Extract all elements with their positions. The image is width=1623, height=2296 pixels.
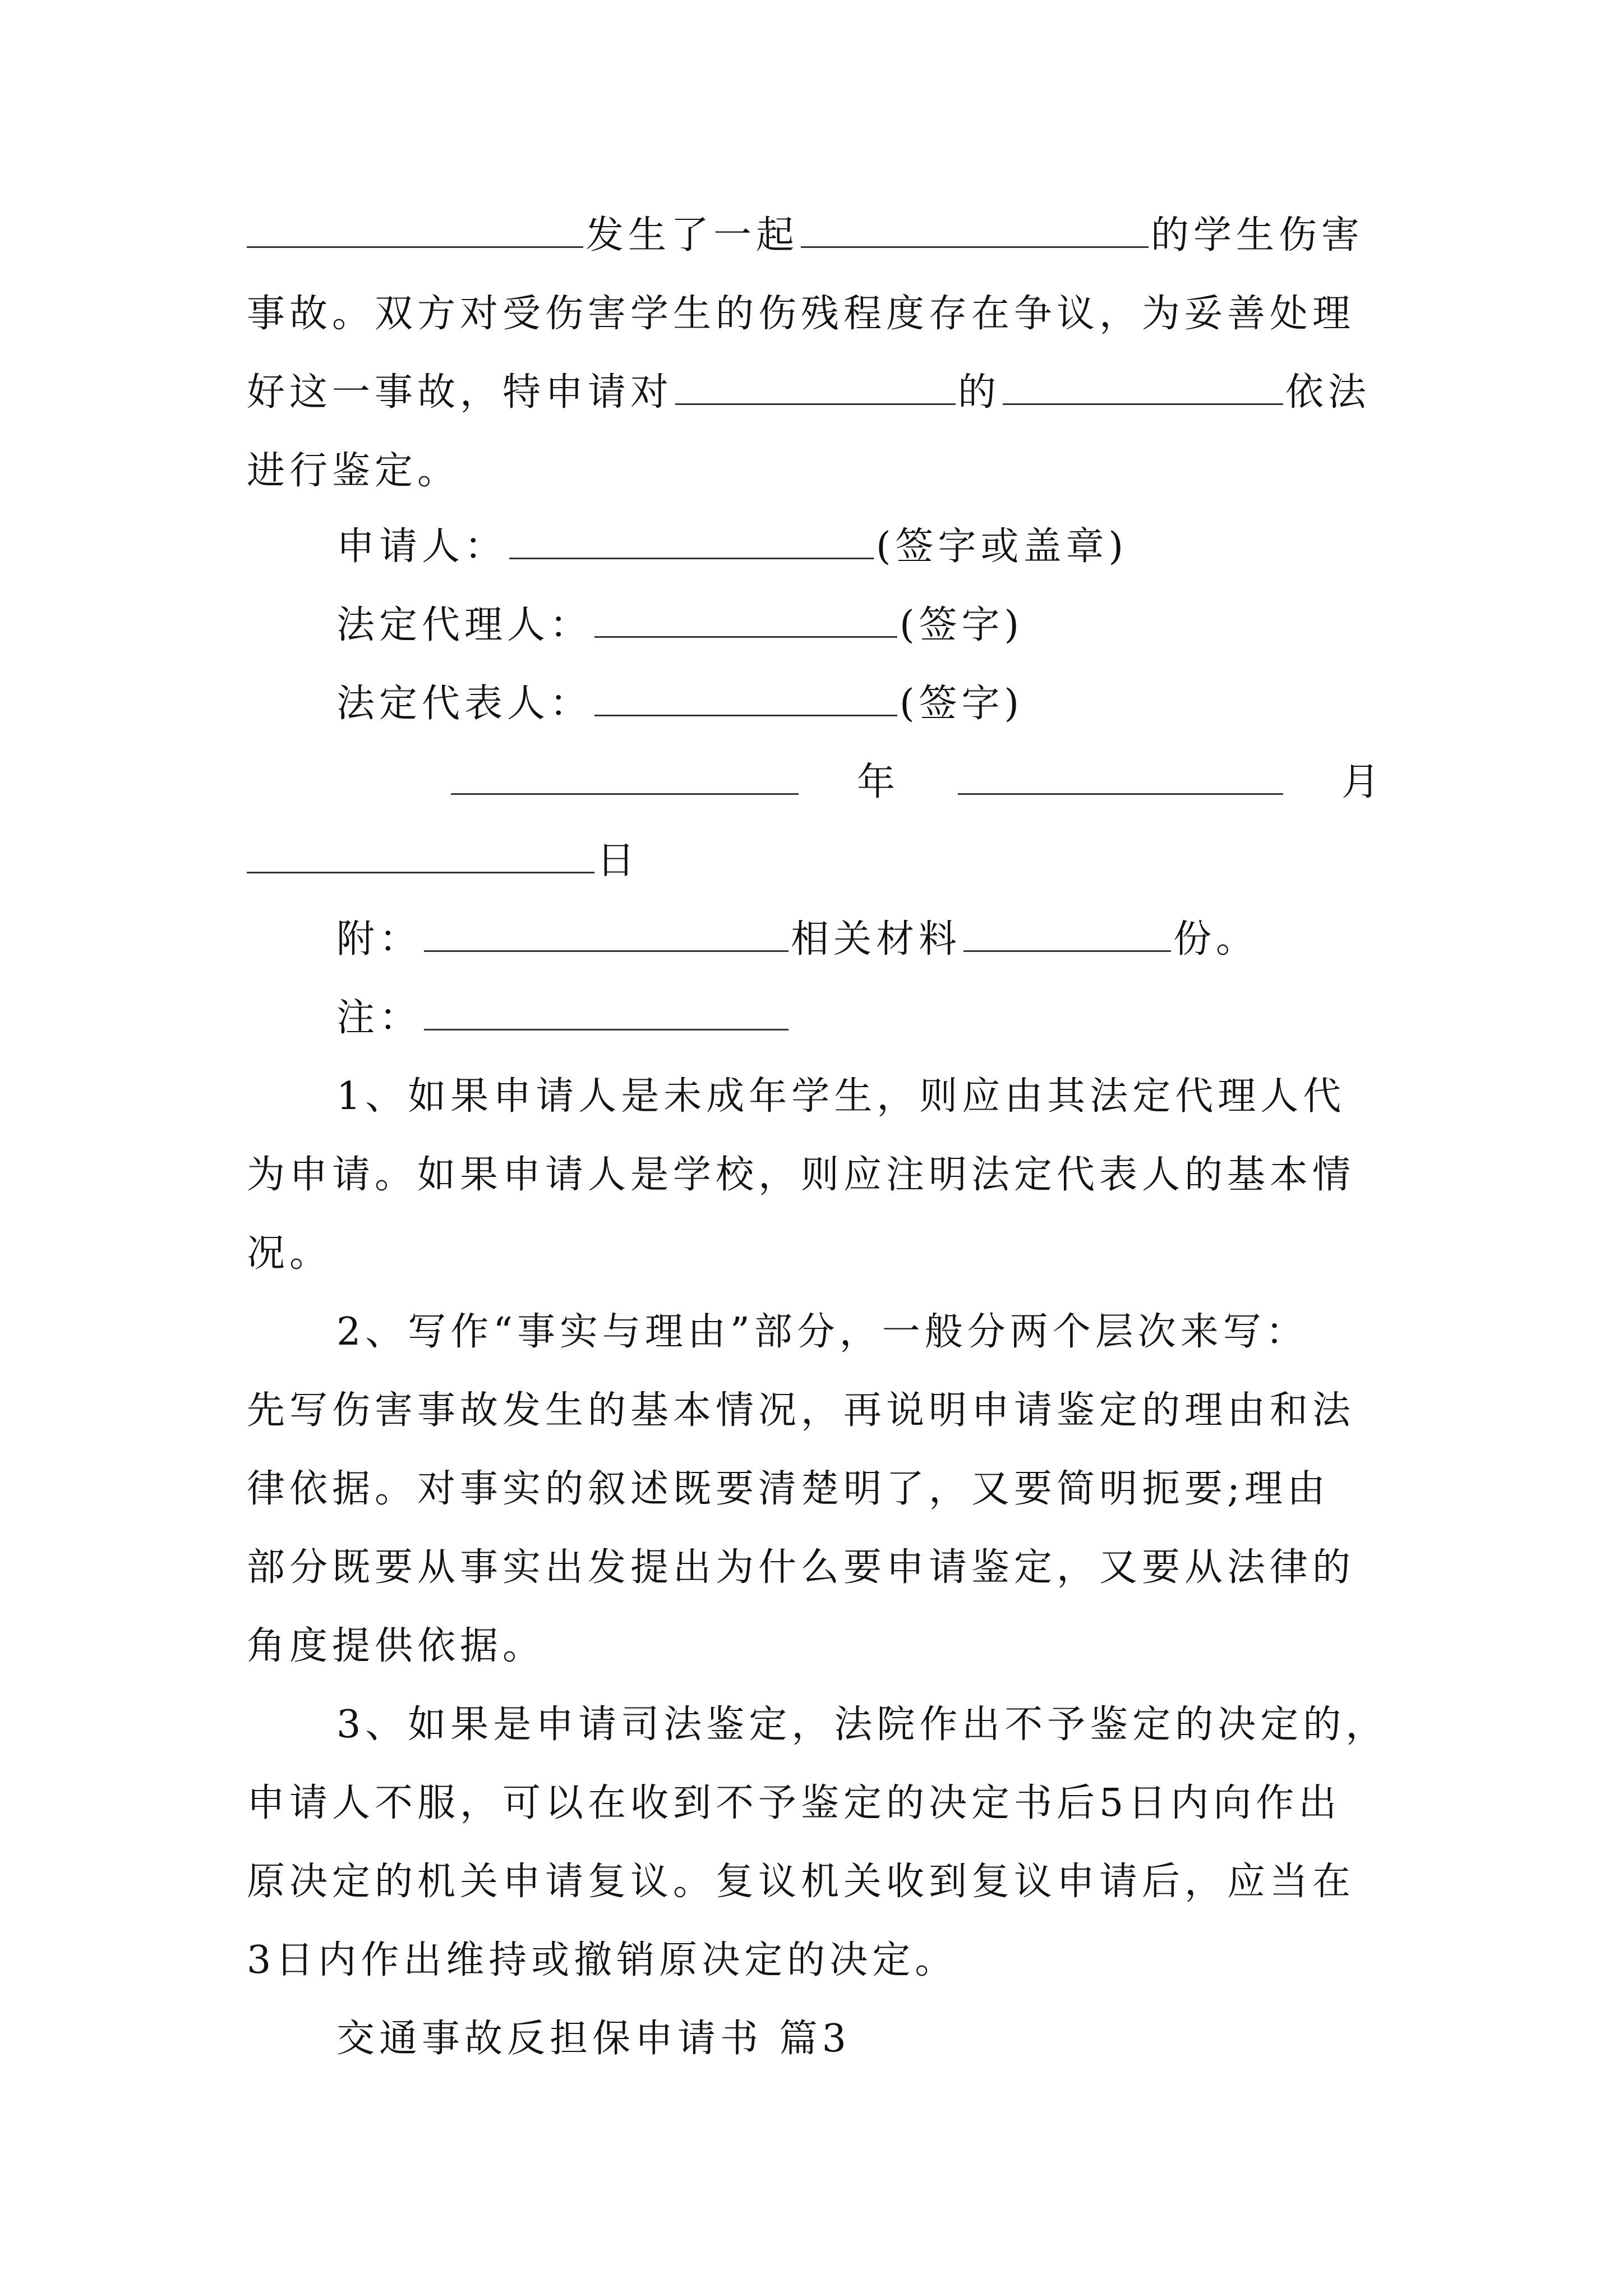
year-field[interactable] <box>451 758 799 795</box>
text-segment: 的 <box>958 370 1001 415</box>
text-segment: 发生了一起 <box>585 213 799 257</box>
note3-line: 申请人不服，可以在收到不予鉴定的决定书后5日内向作出 <box>247 1781 1341 1825</box>
attachment-end: 份。 <box>1173 917 1259 961</box>
paragraph-line <box>247 359 1371 426</box>
day-field[interactable] <box>247 837 594 873</box>
note1-line: 1、如果申请人是未成年学生，则应由其法定代理人代 <box>336 1074 1346 1119</box>
note2-line: 律依据。对事实的叙述既要清楚明了，又要简明扼要;理由 <box>247 1467 1330 1511</box>
note2-line: 角度提供依据。 <box>247 1624 546 1668</box>
note-field[interactable] <box>424 994 789 1030</box>
paragraph-line: 进行鉴定。 <box>247 449 460 493</box>
legal-agent-signature-field[interactable] <box>594 601 897 638</box>
applicant-line <box>336 513 1128 581</box>
month-label: 月 <box>1341 760 1385 804</box>
note-label: 注： <box>336 996 422 1040</box>
blank-field[interactable] <box>675 369 956 405</box>
legal-representative-label: 法定代表人： <box>336 682 593 726</box>
note3-line: 3、如果是申请司法鉴定，法院作出不予鉴定的决定的， <box>336 1703 1389 1747</box>
text-segment: 的学生伤害 <box>1151 213 1364 257</box>
section-title: 交通事故反担保申请书 篇3 <box>336 2017 851 2061</box>
note2-line: 先写伤害事故发生的基本情况，再说明申请鉴定的理由和法 <box>247 1388 1355 1433</box>
note-line <box>336 984 791 1052</box>
day-label: 日 <box>597 839 640 883</box>
blank-field[interactable] <box>801 211 1149 248</box>
month-field[interactable] <box>958 758 1283 795</box>
applicant-note: (签字或盖章) <box>876 524 1128 569</box>
legal-representative-note: (签字) <box>900 682 1024 726</box>
attachment-label: 附： <box>336 917 422 961</box>
applicant-label: 申请人： <box>336 524 508 569</box>
paragraph-line: 事故。双方对受伤害学生的伤残程度存在争议，为妥善处理 <box>247 292 1355 336</box>
note1-line: 为申请。如果申请人是学校，则应注明法定代表人的基本情 <box>247 1153 1355 1197</box>
text-segment: 好这一事故，特申请对 <box>247 370 674 415</box>
date-line <box>449 749 1384 816</box>
paragraph-line <box>247 202 1364 269</box>
applicant-signature-field[interactable] <box>509 523 874 559</box>
legal-agent-label: 法定代理人： <box>336 603 593 647</box>
note1-line: 况。 <box>247 1231 333 1276</box>
attachment-count-field[interactable] <box>963 915 1171 952</box>
legal-agent-line <box>336 592 1023 659</box>
note3-line: 原决定的机关申请复议。复议机关收到复议申请后，应当在 <box>247 1860 1355 1904</box>
blank-field[interactable] <box>247 211 583 248</box>
text-segment: 依法 <box>1285 370 1371 415</box>
legal-representative-line <box>336 670 1023 738</box>
blank-field[interactable] <box>1003 369 1283 405</box>
note2-line: 2、写作“事实与理由”部分，一般分两个层次来写： <box>336 1310 1308 1354</box>
legal-representative-signature-field[interactable] <box>594 680 897 716</box>
attachment-line <box>336 906 1258 973</box>
note2-line: 部分既要从事实出发提出为什么要申请鉴定，又要从法律的 <box>247 1545 1355 1590</box>
attachment-field[interactable] <box>424 915 789 952</box>
legal-agent-note: (签字) <box>900 603 1024 647</box>
year-label: 年 <box>857 760 900 804</box>
attachment-middle: 相关材料 <box>791 917 962 961</box>
note3-line: 3日内作出维持或撤销原决定的决定。 <box>247 1938 958 1982</box>
date-day-line <box>247 827 639 895</box>
